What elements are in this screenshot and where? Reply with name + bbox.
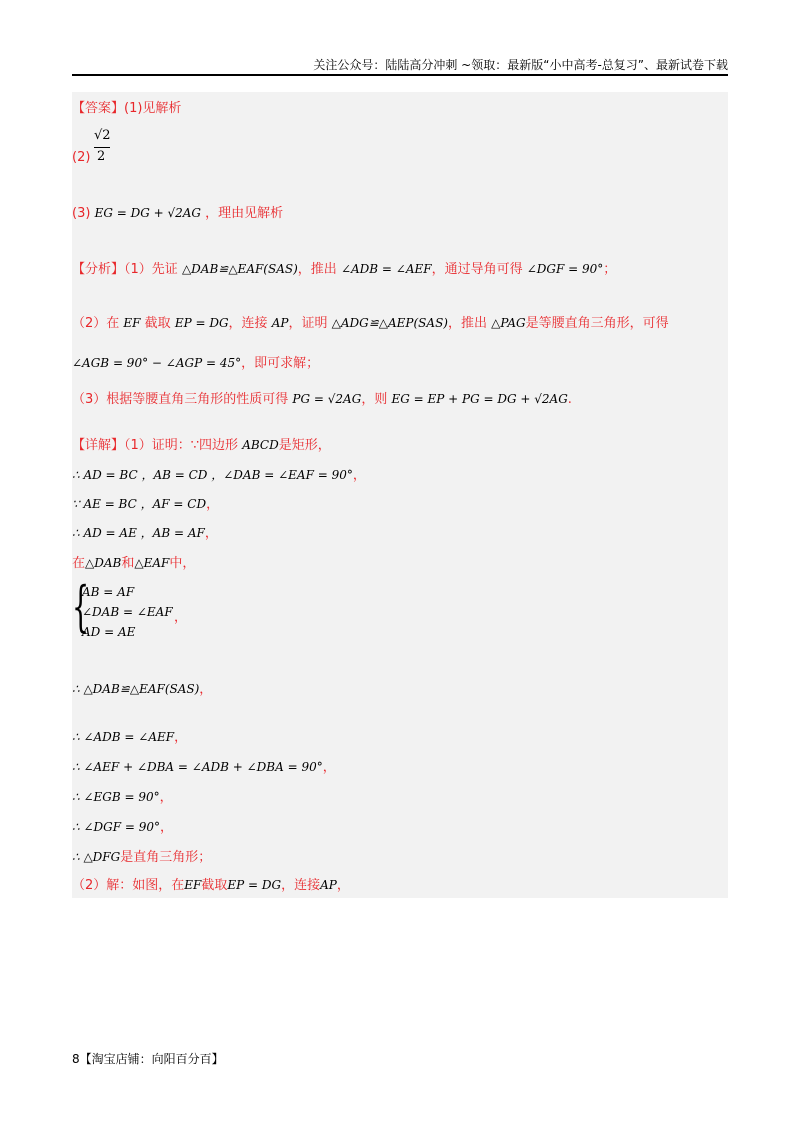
page-header: 关注公众号：陆陆高分冲刺 ~领取：最新版“小中高考-总复习”、最新试卷下载 bbox=[313, 58, 728, 72]
detail-text: 在 bbox=[72, 556, 86, 571]
answer-line-1 bbox=[72, 100, 181, 118]
detail-line-5 bbox=[72, 554, 195, 573]
system-eq-2: ∠DAB = ∠EAF bbox=[82, 605, 173, 619]
detail-line-8 bbox=[72, 758, 336, 777]
analysis-text: ，通过导角可得 bbox=[431, 262, 523, 277]
math-expr: EP = DG bbox=[174, 316, 229, 330]
detail-text: 截取 bbox=[201, 878, 228, 893]
math-expr: EP = DG bbox=[227, 878, 282, 892]
detail-text: 中， bbox=[169, 556, 196, 571]
math-expr: ∴ △DAB≌△EAF(SAS) bbox=[72, 682, 200, 696]
math-expr: ∴ AD = BC ，AB = CD ，∠DAB = ∠EAF = 90° bbox=[72, 468, 353, 482]
answer-label: 【答案】 bbox=[72, 101, 125, 116]
detail-line-4 bbox=[72, 524, 218, 543]
math-expr: EF bbox=[123, 316, 141, 330]
punct: ， bbox=[159, 790, 173, 805]
math-expr: △PAG bbox=[491, 316, 526, 330]
detail-text: （1）证明：∵四边形 bbox=[124, 438, 239, 453]
analysis-line-2 bbox=[72, 314, 669, 333]
analysis-text: ，则 bbox=[361, 392, 388, 407]
detail-line-2 bbox=[72, 466, 366, 485]
analysis-line-3 bbox=[72, 354, 319, 373]
math-expr: AP bbox=[271, 316, 289, 330]
analysis-text: . bbox=[567, 392, 572, 407]
analysis-text: （2）在 bbox=[72, 316, 120, 331]
detail-text: 和 bbox=[121, 556, 135, 571]
fraction-bar bbox=[94, 147, 110, 148]
detail-text: 是直角三角形； bbox=[120, 850, 212, 865]
punct: ， bbox=[352, 468, 366, 483]
math-expr: △DAB bbox=[85, 556, 122, 570]
equation-system bbox=[72, 575, 272, 644]
math-expr: ∠AGB = 90° − ∠AGP = 45° bbox=[72, 356, 242, 370]
punct: ， bbox=[322, 760, 336, 775]
analysis-line-4 bbox=[72, 390, 572, 409]
math-expr: △DAB≌△EAF(SAS) bbox=[181, 262, 298, 276]
math-expr: ∴ ∠DGF = 90° bbox=[72, 820, 160, 834]
answer-part-3-math: EG = DG + √2AG bbox=[94, 206, 202, 220]
detail-line-11 bbox=[72, 848, 211, 867]
analysis-text: 截取 bbox=[144, 316, 171, 331]
math-expr: △EAF bbox=[134, 556, 170, 570]
detail-line-7 bbox=[72, 728, 187, 747]
fraction-denominator: 2 bbox=[97, 149, 106, 164]
detail-text: ，连接 bbox=[281, 878, 321, 893]
math-expr: ∠DGF = 90° bbox=[526, 262, 604, 276]
detail-line-3 bbox=[72, 495, 219, 514]
math-expr: EF bbox=[184, 878, 202, 892]
analysis-text: ，推出 bbox=[297, 262, 337, 277]
math-expr: ∴ AD = AE ，AB = AF bbox=[72, 526, 205, 540]
page-footer: 8【淘宝店铺：向阳百分百】 bbox=[72, 1052, 224, 1066]
system-eq-1: AB = AF bbox=[82, 585, 135, 599]
math-expr: ∠ADB = ∠AEF bbox=[340, 262, 432, 276]
math-expr: PG = √2AG bbox=[292, 392, 362, 406]
solution-panel bbox=[72, 92, 728, 898]
punct: ， bbox=[174, 730, 188, 745]
detail-line-12 bbox=[72, 876, 350, 895]
header-divider bbox=[72, 74, 728, 76]
analysis-line-1 bbox=[72, 260, 616, 279]
punct: ， bbox=[160, 820, 174, 835]
analysis-text: ，推出 bbox=[447, 316, 487, 331]
math-expr: ∴ △DFG bbox=[72, 850, 121, 864]
detail-label: 【详解】 bbox=[72, 438, 125, 453]
detail-text: 是矩形， bbox=[278, 438, 331, 453]
detail-line-10 bbox=[72, 818, 173, 837]
answer-part-2-label: (2) bbox=[72, 150, 91, 165]
analysis-text: ，即可求解； bbox=[241, 356, 320, 371]
detail-line-1 bbox=[72, 436, 331, 455]
analysis-text: ； bbox=[603, 262, 617, 277]
answer-line-3 bbox=[72, 204, 283, 223]
left-brace: { bbox=[72, 575, 90, 638]
punct: ， bbox=[199, 682, 213, 697]
math-expr: ∴ ∠EGB = 90° bbox=[72, 790, 160, 804]
detail-line-6 bbox=[72, 680, 212, 699]
math-expr: EG = EP + PG = DG + √2AG bbox=[391, 392, 568, 406]
system-eq-3: AD = AE bbox=[82, 625, 136, 639]
math-expr: ∴ ∠ADB = ∠AEF bbox=[72, 730, 175, 744]
analysis-text: ，证明 bbox=[288, 316, 328, 331]
analysis-text: ，连接 bbox=[228, 316, 268, 331]
punct: ， bbox=[174, 610, 188, 625]
analysis-label: 【分析】 bbox=[72, 262, 125, 277]
detail-text: ， bbox=[336, 878, 350, 893]
detail-line-9 bbox=[72, 788, 173, 807]
detail-text: （2）解：如图，在 bbox=[72, 878, 185, 893]
math-expr: △ADG≌△AEP(SAS) bbox=[331, 316, 448, 330]
punct: ， bbox=[204, 526, 218, 541]
math-expr: AP bbox=[320, 878, 337, 892]
fraction-numerator: √2 bbox=[94, 128, 111, 143]
answer-part-1: (1)见解析 bbox=[124, 101, 182, 116]
analysis-text: （3）根据等腰直角三角形的性质可得 bbox=[72, 392, 289, 407]
math-expr: ABCD bbox=[242, 438, 279, 452]
answer-part-3-text: ，理由见解析 bbox=[205, 206, 284, 221]
math-expr: ∴ ∠AEF + ∠DBA = ∠ADB + ∠DBA = 90° bbox=[72, 760, 323, 774]
answer-part-3-label: (3) bbox=[72, 206, 91, 221]
analysis-text: 是等腰直角三角形，可得 bbox=[525, 316, 669, 331]
analysis-text: （1）先证 bbox=[124, 262, 178, 277]
punct: ， bbox=[206, 497, 220, 512]
math-expr: ∵ AE = BC ，AF = CD bbox=[72, 497, 207, 511]
